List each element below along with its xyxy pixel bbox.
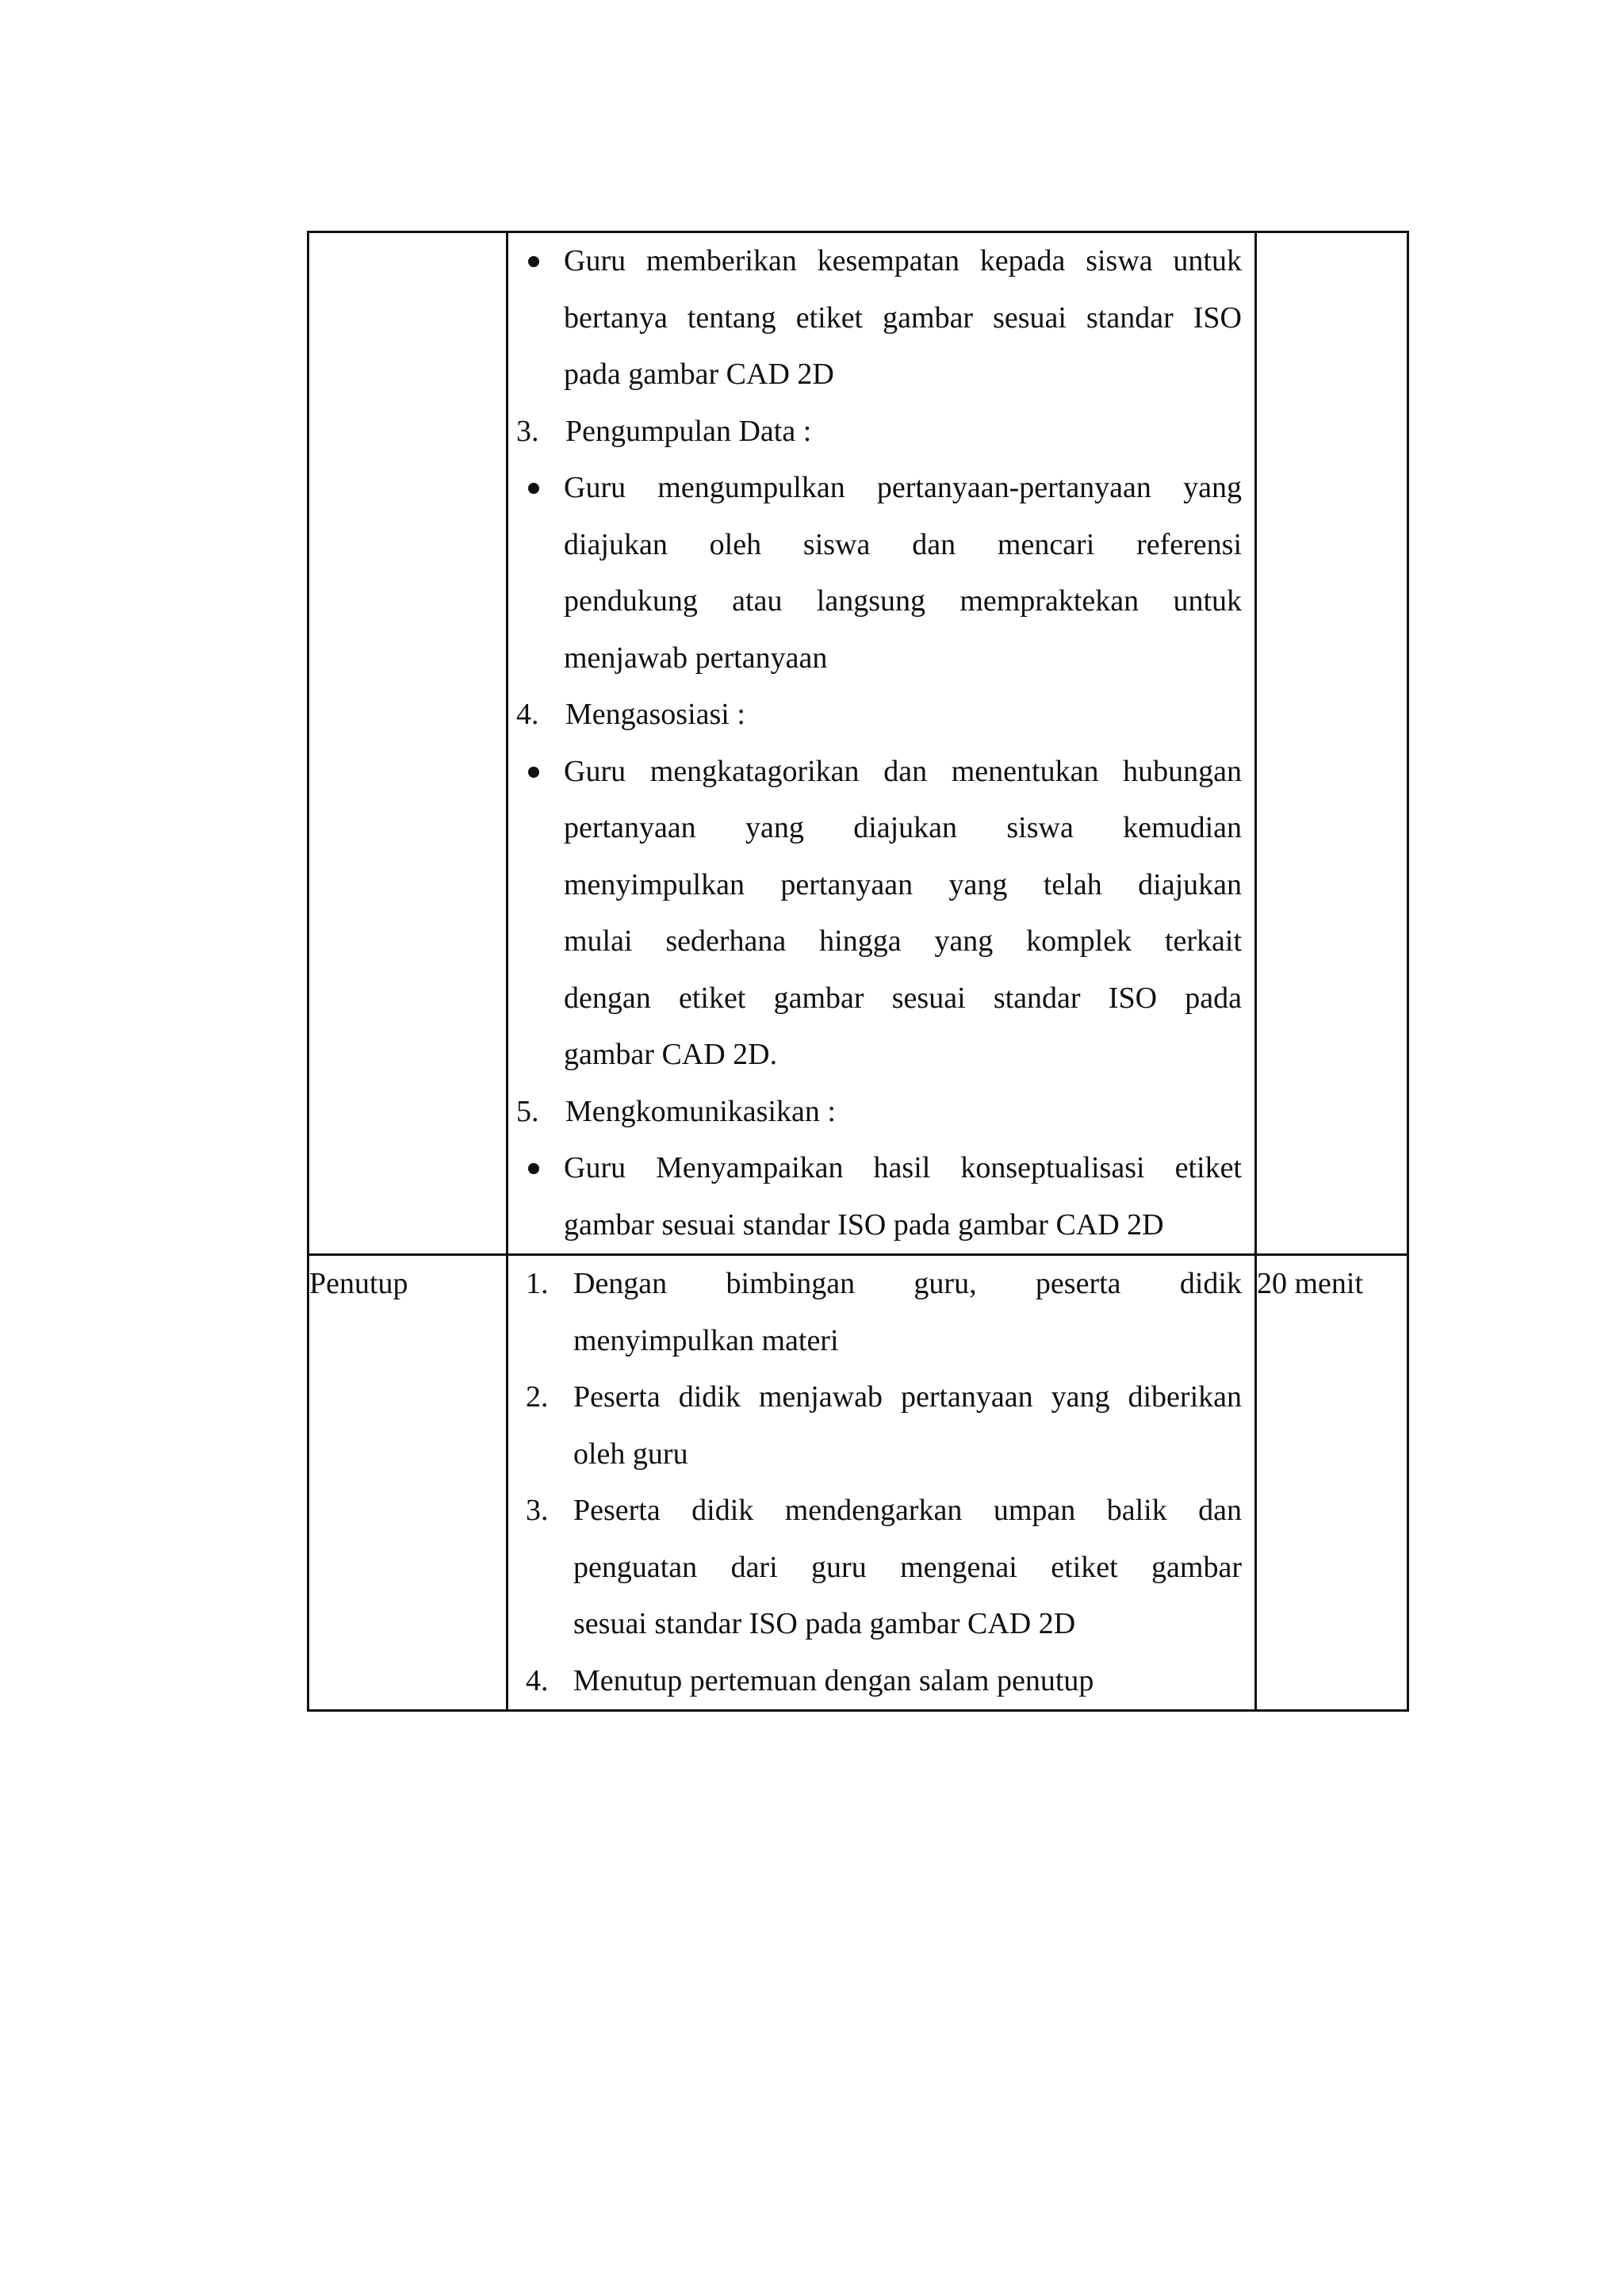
text-line: Menutup pertemuan dengan salam penutup <box>573 1663 1094 1697</box>
text-line: Guru mengumpulkan pertanyaan-pertanyaan yang <box>564 471 1242 504</box>
table-row <box>308 1255 1408 1711</box>
item-number: 1. <box>526 1267 549 1300</box>
numbered-item <box>516 404 1242 461</box>
text-line: gambar sesuai standar ISO pada gambar CAD 2D <box>564 1207 1164 1242</box>
bullet-item <box>516 460 1242 687</box>
stage-label-cell: Penutup <box>308 1255 508 1711</box>
text-line: menyimpulkan pertanyaan yang telah diajukan <box>564 867 1242 901</box>
text-line: Guru memberikan kesempatan kepada siswa untuk <box>564 244 1242 277</box>
bullet-icon <box>528 483 539 494</box>
text-line: Peserta didik menjawab pertanyaan yang diberikan <box>573 1380 1242 1414</box>
numbered-item <box>516 1653 1242 1710</box>
item-number: 3. <box>516 414 539 448</box>
numbered-item <box>516 1084 1242 1141</box>
lesson-activity-table <box>307 231 1409 1712</box>
item-number: 2. <box>526 1380 549 1414</box>
table-body <box>308 232 1408 1711</box>
numbered-item <box>516 1256 1242 1369</box>
text-line: sesuai standar ISO pada gambar CAD 2D <box>573 1607 1076 1640</box>
bullet-icon <box>528 767 539 778</box>
text-line: dengan etiket gambar sesuai standar ISO pada <box>564 981 1242 1015</box>
text-line: Mengkomunikasikan : <box>565 1094 836 1128</box>
item-number: 3. <box>526 1494 549 1527</box>
text-line: Pengumpulan Data : <box>565 414 812 448</box>
text-line: penguatan dari guru mengenai etiket gambar <box>573 1550 1242 1584</box>
item-number: 5. <box>516 1094 539 1128</box>
numbered-item <box>516 1483 1242 1653</box>
text-line: pertanyaan yang diajukan siswa kemudian <box>564 811 1242 844</box>
table-row <box>308 232 1408 1255</box>
activity-cell <box>508 232 1256 1255</box>
activity-content <box>508 233 1254 1253</box>
activity-cell <box>508 1255 1256 1711</box>
text-line: Guru Menyampaikan hasil konseptualisasi etiket <box>564 1151 1242 1184</box>
text-line: Mengasosiasi : <box>565 698 745 731</box>
bullet-item <box>516 1140 1242 1253</box>
text-line: gambar CAD 2D. <box>564 1038 778 1071</box>
text-line: Peserta didik mendengarkan umpan balik dan <box>573 1494 1242 1527</box>
text-line: mulai sederhana hingga yang komplek terkait <box>564 924 1242 958</box>
bullet-item <box>516 233 1242 404</box>
stage-label-cell <box>308 232 508 1255</box>
text-line: menjawab pertanyaan <box>564 641 828 675</box>
duration-cell <box>1256 232 1408 1255</box>
activity-content <box>508 1256 1254 1709</box>
duration-cell: 20 menit <box>1256 1255 1408 1711</box>
text-line: pada gambar CAD 2D <box>564 358 834 391</box>
numbered-item <box>516 687 1242 744</box>
item-number: 4. <box>516 698 539 731</box>
text-line: Guru mengkatagorikan dan menentukan hubungan <box>564 754 1242 788</box>
text-line: menyimpulkan materi <box>573 1323 839 1357</box>
text-line: oleh guru <box>573 1437 688 1471</box>
item-number: 4. <box>526 1663 549 1697</box>
numbered-item <box>516 1369 1242 1483</box>
text-line: Dengan bimbingan guru, peserta didik <box>573 1267 1242 1300</box>
bullet-item <box>516 744 1242 1084</box>
text-line: bertanya tentang etiket gambar sesuai standar ISO <box>564 300 1242 335</box>
bullet-icon <box>528 256 539 267</box>
text-line: diajukan oleh siswa dan mencari referensi <box>564 527 1242 561</box>
text-line: pendukung atau langsung mempraktekan untuk <box>564 584 1242 618</box>
bullet-icon <box>528 1163 539 1174</box>
